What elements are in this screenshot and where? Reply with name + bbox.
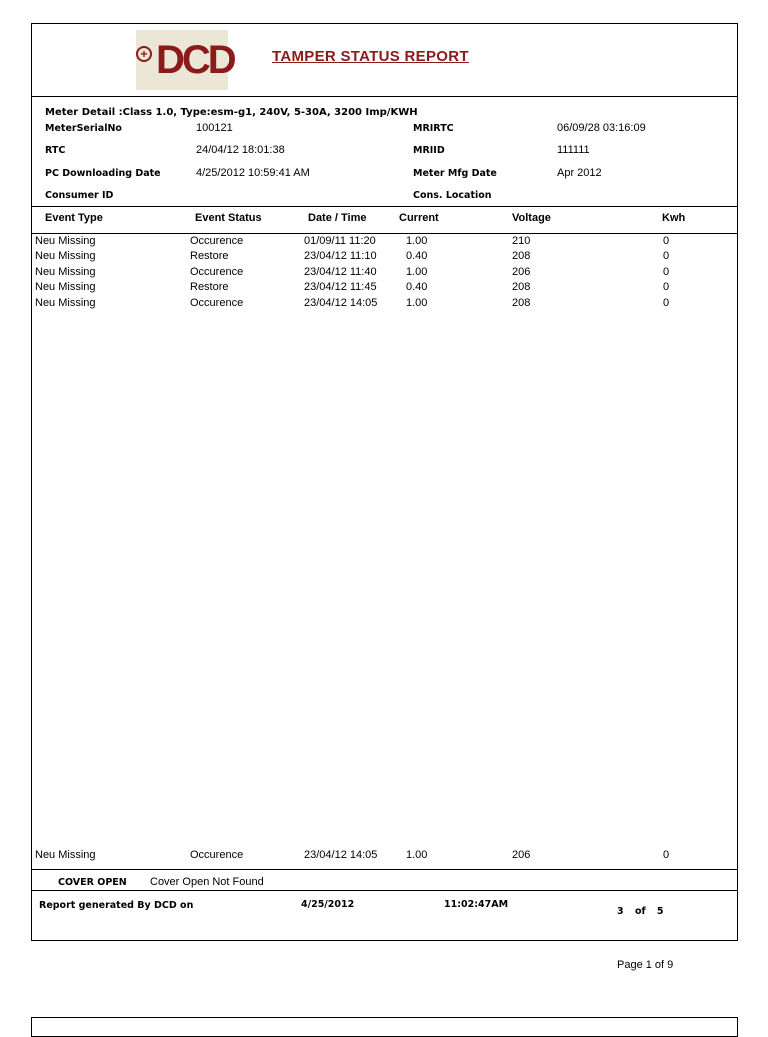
cell-date-time: 23/04/12 11:10 xyxy=(304,250,377,262)
divider-cover xyxy=(32,869,737,870)
cell-voltage: 206 xyxy=(512,266,531,278)
cell-voltage: 210 xyxy=(512,235,531,247)
report-page-of: of xyxy=(634,906,646,917)
meter-detail: Meter Detail :Class 1.0, Type:esm-g1, 240V, 5-30A, 3200 Imp/KWH xyxy=(45,107,418,118)
mriid-value: 111111 xyxy=(557,144,590,156)
cell-kwh: 0 xyxy=(663,281,670,293)
report-generated-label: Report generated By DCD on xyxy=(39,900,194,911)
col-header-voltage: Voltage xyxy=(512,212,551,224)
report-title: TAMPER STATUS REPORT xyxy=(272,48,469,65)
cell-date-time: 23/04/12 11:40 xyxy=(304,266,377,278)
logo-text: DCD xyxy=(156,38,234,82)
cell-event-type: Neu Missing xyxy=(35,235,96,247)
cell-current: 0.40 xyxy=(406,250,428,262)
cover-open-label: COVER OPEN xyxy=(58,877,127,888)
cell-current: 1.00 xyxy=(406,297,428,309)
cell-event-type: Neu Missing xyxy=(35,849,96,861)
cell-event-status: Occurence xyxy=(190,235,244,247)
cell-event-type: Neu Missing xyxy=(35,297,96,309)
next-page-edge xyxy=(31,1017,738,1037)
consumer-id-label: Consumer ID xyxy=(45,190,114,201)
report-frame xyxy=(31,23,738,941)
report-page-current: 3 xyxy=(617,906,624,917)
cell-kwh: 0 xyxy=(663,849,670,861)
cell-current: 0.40 xyxy=(406,281,428,293)
cell-current: 1.00 xyxy=(406,266,428,278)
mfg-date-value: Apr 2012 xyxy=(557,167,602,179)
mrirtc-label: MRIRTC xyxy=(413,123,454,134)
cell-event-type: Neu Missing xyxy=(35,250,96,262)
cover-open-value: Cover Open Not Found xyxy=(150,876,264,888)
cell-date-time: 23/04/12 11:45 xyxy=(304,281,377,293)
cell-voltage: 208 xyxy=(512,297,531,309)
cell-event-status: Occurence xyxy=(190,266,244,278)
rtc-label: RTC xyxy=(45,145,66,156)
cell-voltage: 208 xyxy=(512,250,531,262)
report-page-total: 5 xyxy=(656,906,664,917)
rtc-value: 24/04/12 18:01:38 xyxy=(196,144,285,156)
col-header-event-status: Event Status xyxy=(195,212,262,224)
cell-event-status: Restore xyxy=(190,250,229,262)
mfg-date-label: Meter Mfg Date xyxy=(413,168,497,179)
cell-date-time: 01/09/11 11:20 xyxy=(304,235,376,247)
col-header-event-type: Event Type xyxy=(45,212,103,224)
dcd-logo xyxy=(136,30,234,90)
page-number: Page 1 of 9 xyxy=(617,959,674,971)
cell-kwh: 0 xyxy=(663,250,670,262)
cell-event-status: Occurence xyxy=(190,297,244,309)
cell-voltage: 208 xyxy=(512,281,531,293)
cell-kwh: 0 xyxy=(663,235,670,247)
mriid-label: MRIID xyxy=(413,145,445,156)
cell-kwh: 0 xyxy=(663,297,670,309)
cell-date-time: 23/04/12 14:05 xyxy=(304,297,378,309)
report-generated-date: 4/25/2012 xyxy=(301,899,355,910)
col-header-current: Current xyxy=(399,212,439,224)
divider-header xyxy=(32,96,737,97)
report-generated-time: 11:02:47AM xyxy=(444,899,509,910)
col-header-kwh: Kwh xyxy=(662,212,686,224)
cell-voltage: 206 xyxy=(512,849,531,861)
cell-current: 1.00 xyxy=(406,235,428,247)
cell-kwh: 0 xyxy=(663,266,670,278)
col-header-date-time: Date / Time xyxy=(308,212,367,224)
cell-date-time: 23/04/12 14:05 xyxy=(304,849,378,861)
cell-event-status: Restore xyxy=(190,281,229,293)
report-page-indicator xyxy=(617,906,664,917)
cons-location-label: Cons. Location xyxy=(413,190,492,201)
meter-serial-label: MeterSerialNo xyxy=(45,123,122,134)
meter-serial-value: 100121 xyxy=(196,122,233,134)
pc-download-value: 4/25/2012 10:59:41 AM xyxy=(196,167,310,179)
cell-event-type: Neu Missing xyxy=(35,266,96,278)
pc-download-label: PC Downloading Date xyxy=(45,168,161,179)
logo-mark-icon: + xyxy=(136,46,152,62)
cell-event-type: Neu Missing xyxy=(35,281,96,293)
cell-event-status: Occurence xyxy=(190,849,244,861)
divider-footer xyxy=(32,890,737,891)
divider-fields xyxy=(32,206,737,207)
mrirtc-value: 06/09/28 03:16:09 xyxy=(557,122,646,134)
divider-table-header xyxy=(32,233,737,234)
cell-current: 1.00 xyxy=(406,849,428,861)
